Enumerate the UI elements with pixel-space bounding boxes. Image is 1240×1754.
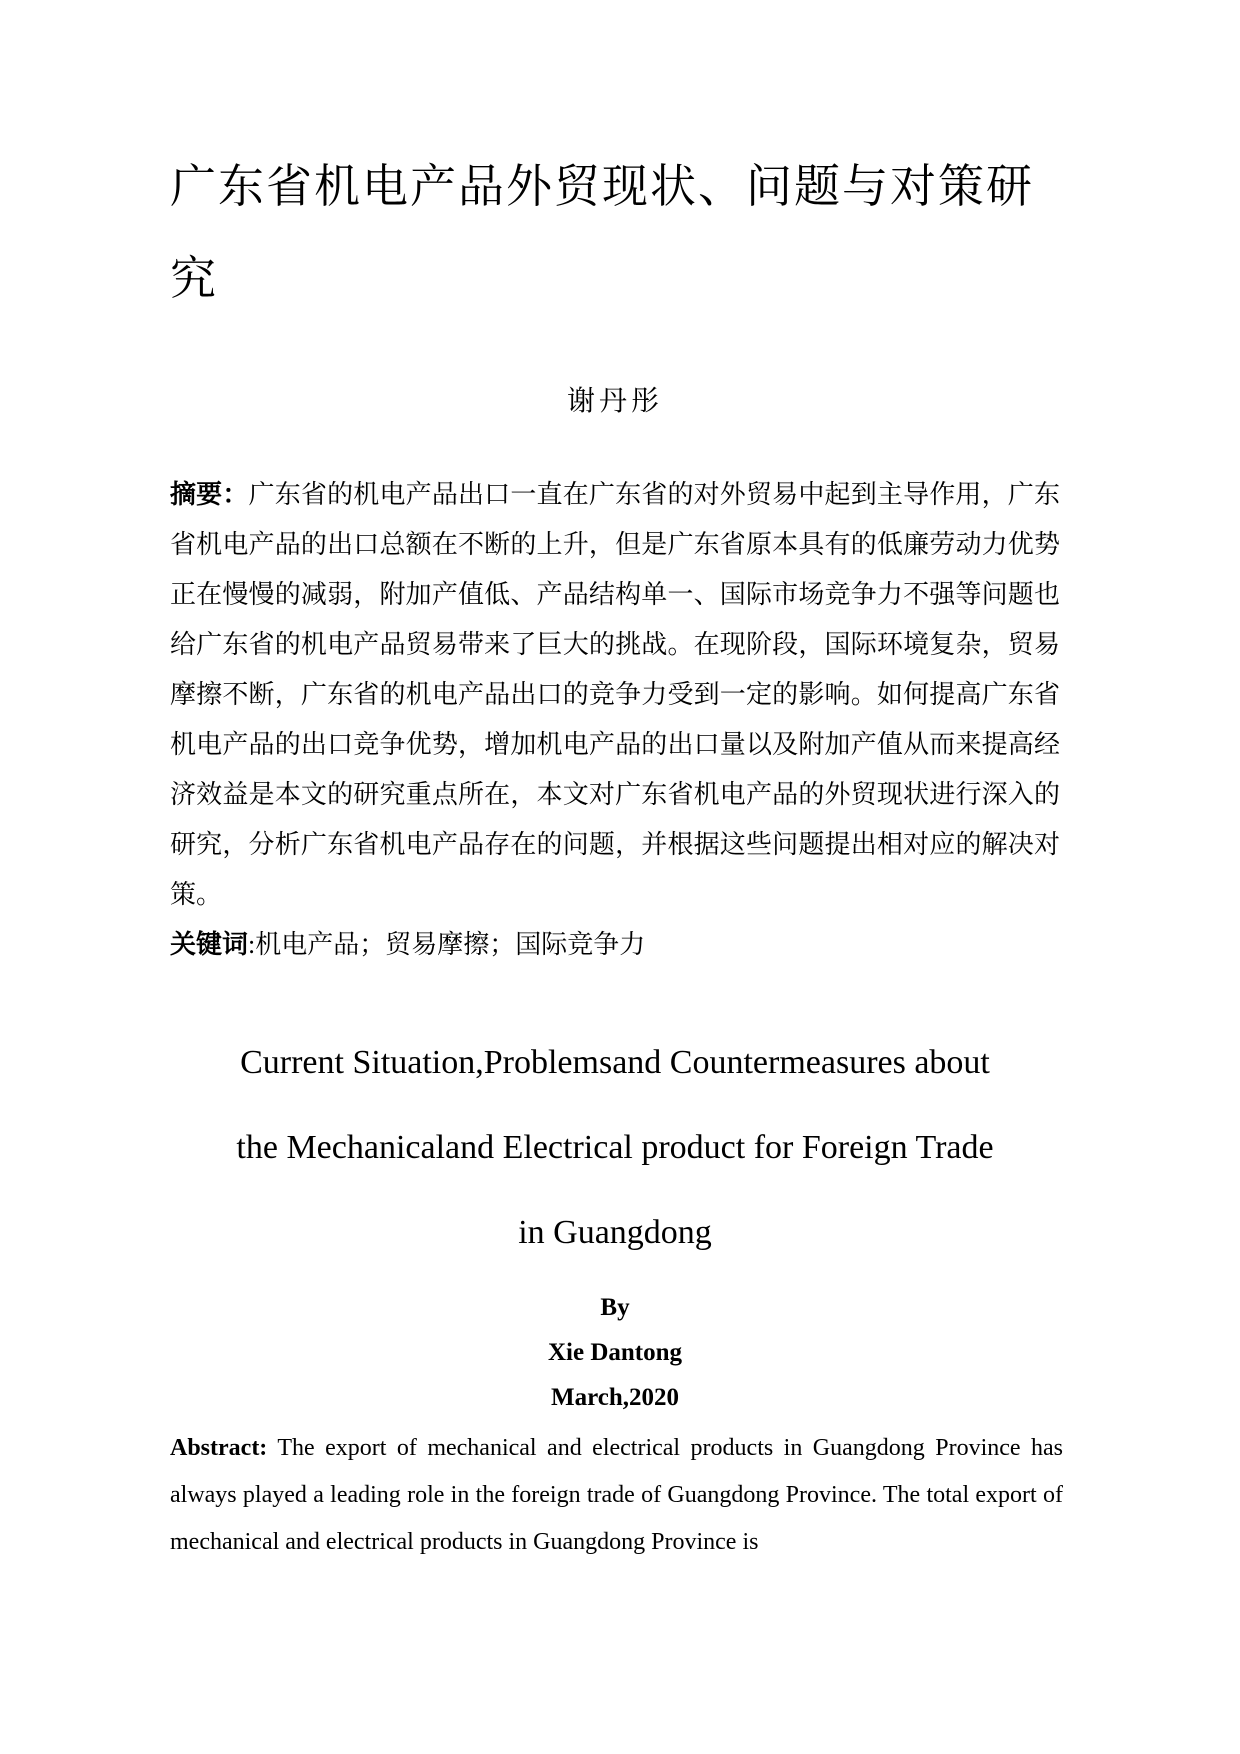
byline-date: March,2020: [551, 1384, 679, 1411]
chinese-title: 广东省机电产品外贸现状、问题与对策研究: [170, 161, 1034, 304]
english-abstract-label: Abstract:: [170, 1435, 268, 1461]
byline-author: Xie Dantong: [547, 1339, 683, 1366]
chinese-keywords-line: [170, 920, 1060, 970]
english-title: [170, 1020, 1060, 1275]
author-name-chinese: 谢丹彤: [566, 386, 663, 417]
chinese-keywords-text: :机电产品；贸易摩擦；国际竞争力: [248, 930, 646, 959]
english-title-line-1: Current Situation,Problemsand Countermeasures about: [240, 1044, 990, 1081]
byline-block: [170, 1285, 1060, 1420]
english-title-line-2: the Mechanicaland Electrical product for Foreign Trade: [236, 1129, 994, 1166]
english-title-line-3: in Guangdong: [518, 1214, 712, 1251]
byline-by: By: [600, 1294, 630, 1321]
chinese-abstract-paragraph: [170, 470, 1060, 920]
chinese-abstract-block: [170, 470, 1060, 970]
chinese-abstract-text: 广东省的机电产品出口一直在广东省的对外贸易中起到主导作用，广东省机电产品的出口总额在不断的上升，但是广东省原本具有的低廉劳动力优势正在慢慢的减弱，附加产值低、产品结构单一、国际市场竞争力不强等问题也给广东省的机电产品贸易带来了巨大的挑战。在现阶段，国际环境复杂，贸易摩擦不断，广东省的机电产品出口的竞争力受到一定的影响。如何提高广东省机电产品的出口竞争优势，增加机电产品的出口量以及附加产值从而来提高经济效益是本文的研究重点所在，本文对广东省机电产品的外贸现状进行深入的研究，分析广东省机电产品存在的问题，并根据这些问题提出相对应的解决对策。: [170, 480, 1060, 909]
english-abstract-text: The export of mechanical and electrical products in Guangdong Province has always played a leading role in the foreign trade of Guangdong Province. The total export of mechanical and electrical products in Guangdong Province is: [170, 1435, 1063, 1555]
chinese-keywords-label: 关键词: [170, 930, 249, 959]
english-abstract-paragraph: [170, 1425, 1063, 1566]
chinese-abstract-label: 摘要：: [170, 480, 249, 509]
